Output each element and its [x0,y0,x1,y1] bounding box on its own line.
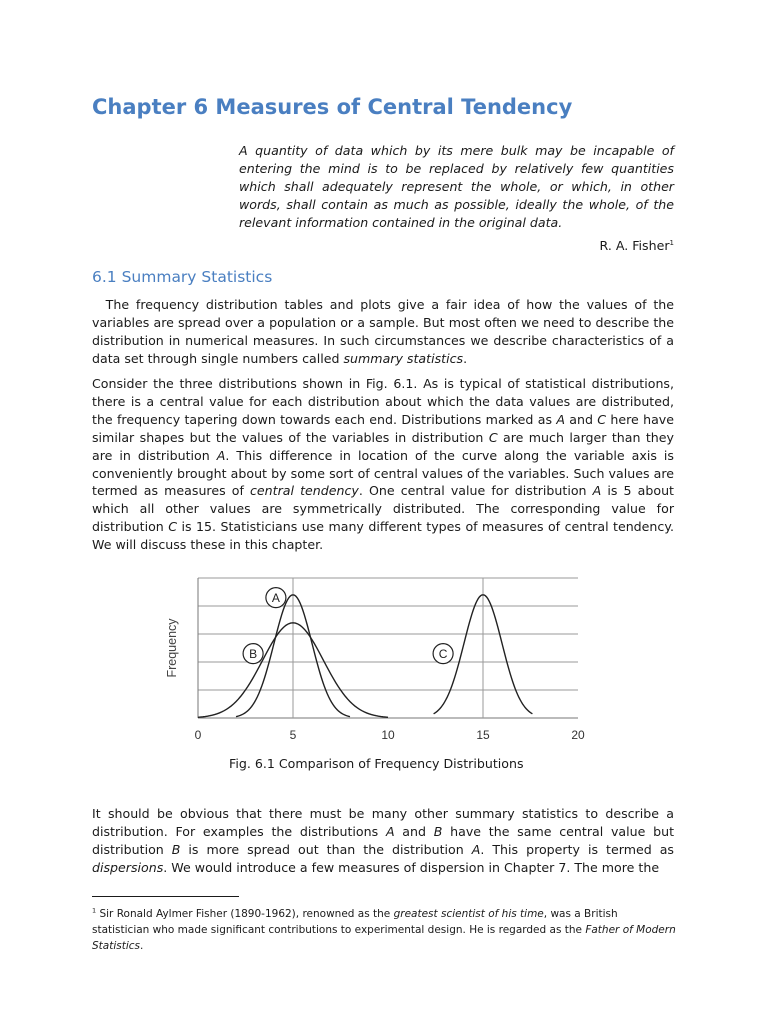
paragraph-text: and [564,411,598,427]
paragraph-text: is 15. Statisticians use many different types of measures of central tendency. We will discuss these in this chapter. [92,519,674,553]
footnote-number: 1 [92,906,97,915]
footnote-text: , was a British statistician who made significant contributions to experimental design. He is regarded as the [92,908,618,936]
paragraph-text: have the same central value but distribution [92,823,675,857]
figure-caption: Fig. 6.1 Comparison of Frequency Distributions [229,756,524,771]
section-heading: 6.1 Summary Statistics [92,268,273,286]
epigraph-author: R. A. Fisher [599,238,670,253]
footnote-text: Sir Ronald Aylmer Fisher (1890-1962), renowned as the [96,908,394,920]
frequency-chart [158,570,598,750]
term-a: A [385,823,395,839]
paragraph-dispersion [92,805,674,877]
x-tick-label: 0 [194,728,202,742]
paragraph-text: . One central value for distribution [358,483,593,499]
term-a: A [216,447,226,463]
term-dispersions: dispersions [92,859,164,875]
term-a: A [556,411,565,427]
term-a: A [592,483,602,499]
term-b: B [171,841,181,857]
paragraph-text: . We would introduce a few measures of dispersion in Chapter 7. The more the [163,859,660,875]
paragraph-text: is 5 about which all other values are symmetrically distributed. The corresponding value for distribution [92,483,674,535]
chapter-title: Chapter 6 Measures of Central Tendency [92,95,573,119]
term-a: A [471,841,481,857]
paragraph-summary-statistics [92,296,674,368]
paragraph-text: . [463,350,468,366]
paragraph-text: . This property is termed as [480,841,674,857]
series-label-a: A [271,591,280,606]
paragraph-text: The frequency distribution tables and plots give a fair idea of how the values of the variables are spread over a population or a sample. But most often we need to describe the distribution in numerical measures. In such circumstances we describe characteristics of a data set through single numbers called [92,297,674,366]
paragraph-text: . This difference in location of the curve along the variable axis is conveniently brought about by some sort of central values of the variables. Such values are termed as measures of [92,447,674,499]
footnote-marker[interactable]: 1 [669,238,674,247]
series-label-c: C [438,647,448,662]
x-tick-label: 10 [381,728,395,742]
paragraph-text: here have similar shapes but the values of the variables in distribution [92,411,674,445]
footnote-separator [92,896,239,897]
term-c: C [597,411,607,427]
term-central-tendency: central tendency [250,483,359,499]
paragraph-central-tendency [92,375,674,554]
paragraph-text: Consider the three distributions shown in Fig. 6.1. As is typical of statistical distributions, there is a central value for each distribution about which the data values are distributed, the frequency tapering down towards each end. Distributions marked as [92,376,674,427]
footnote-text: . [140,940,144,952]
term-c: C [168,519,178,535]
footnote [92,906,676,954]
figure-frequency-distributions [158,570,598,750]
y-axis-label: Frequency [165,618,179,678]
paragraph-text: is more spread out than the distribution [180,841,472,857]
footnote-term: Father of Modern Statistics [92,924,676,952]
footnote-term: greatest scientist of his time [393,908,544,920]
paragraph-text: and [394,823,434,839]
paragraph-text: It should be obvious that there must be many other summary statistics to describe a distribution. For examples the distributions [92,806,674,839]
x-tick-label: 20 [571,728,585,742]
term-c: C [488,429,498,445]
term-b: B [433,823,443,839]
x-tick-label: 15 [476,728,490,742]
series-label-b: B [249,647,258,662]
epigraph-attribution [600,238,674,253]
paragraph-text: are much larger than they are in distribution [92,429,674,463]
term-summary-statistics: summary statistics [343,350,464,366]
epigraph-quote: A quantity of data which by its mere bulk may be incapable of entering the mind is to be replaced by relatively few quantities which shall adequately represent the whole, or which, in other words, shall contain as much as possible, ideally the whole, of the relevant information contained in the original data. [239,143,674,230]
x-tick-label: 5 [289,728,297,742]
